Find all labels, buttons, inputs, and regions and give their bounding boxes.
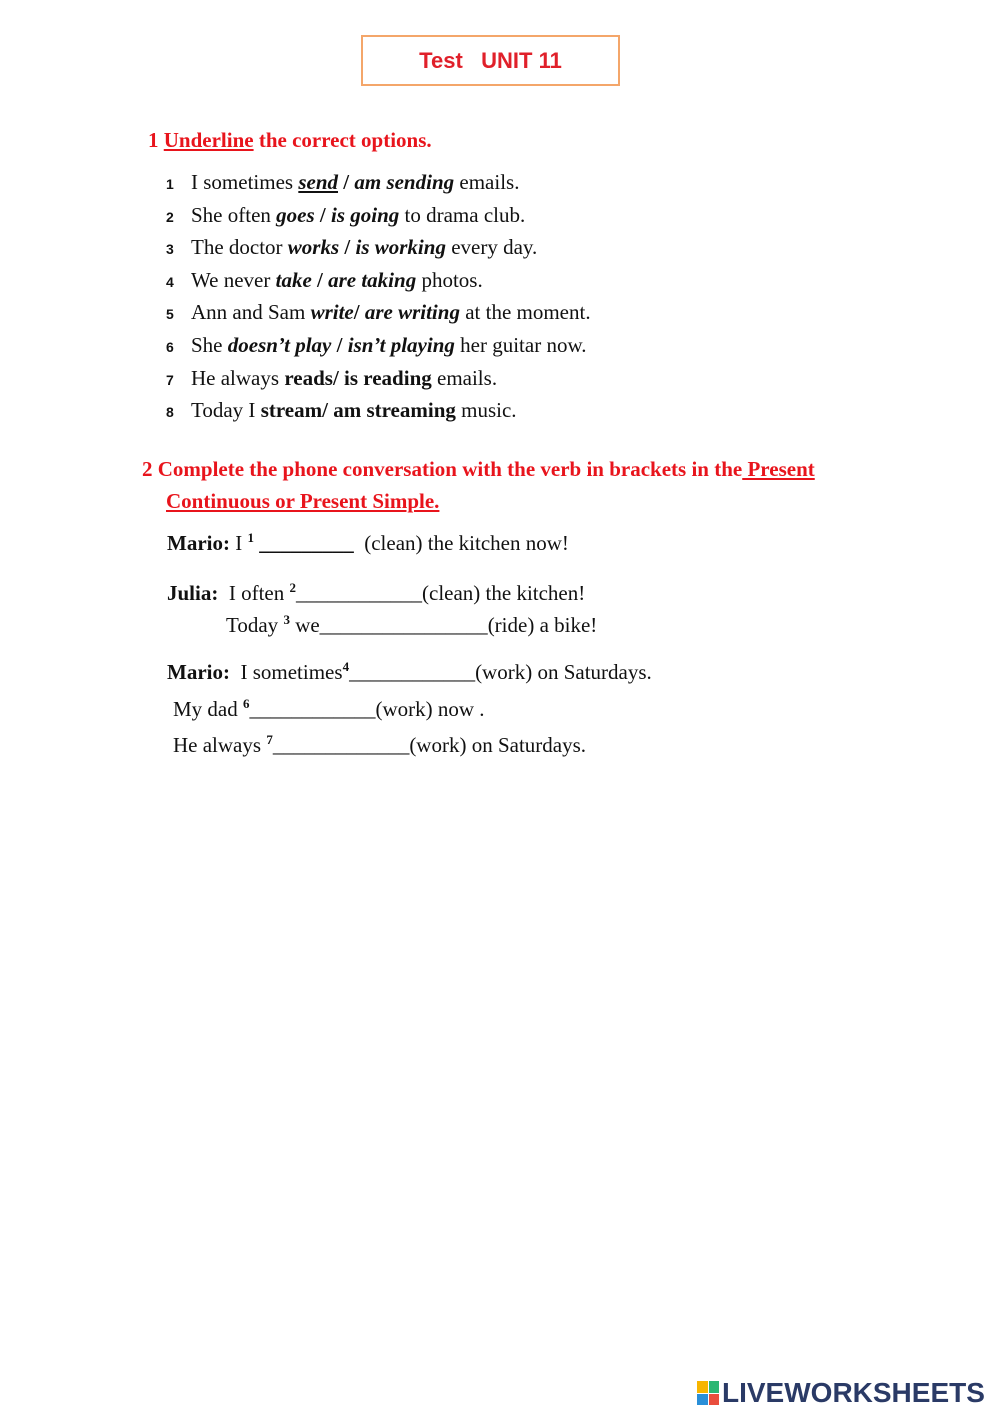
answer-blank-4[interactable]: ____________ (349, 660, 476, 684)
title-test: Test (419, 47, 463, 73)
dialogue-line-julia-2: Today $^3$ we________________(ride) a bike! (226, 612, 598, 637)
list-item: 1 I sometimes send / am sending emails. (166, 166, 591, 199)
section1-heading-rest: the correct options. (253, 128, 432, 152)
list-item: 8 Today I stream/ am streaming music. (166, 394, 591, 427)
answer-blank-6[interactable]: ____________ (249, 697, 376, 721)
option-2[interactable]: am sending (354, 170, 455, 194)
item-number: 4 (166, 273, 174, 290)
title-unit: UNIT 11 (481, 47, 562, 73)
option-1[interactable]: stream (260, 398, 323, 423)
dialogue-line-julia-1: Julia: I often $^2$____________(clean) the kitchen! (167, 580, 586, 605)
item-number: 2 (166, 208, 174, 225)
option-1[interactable]: send (298, 170, 339, 194)
option-2[interactable]: is working (355, 235, 446, 260)
answer-blank-2[interactable]: ____________ (296, 581, 422, 605)
item-number: 5 (166, 306, 174, 323)
list-item: 3 The doctor works / is working every day. (166, 231, 591, 264)
section1-number: 1 (148, 128, 159, 152)
option-2[interactable]: is going (331, 202, 400, 227)
answer-blank-7[interactable]: _____________ (272, 733, 410, 757)
item-number: 3 (166, 241, 174, 258)
option-1[interactable]: write (310, 300, 354, 325)
option-1[interactable]: doesn’t play (227, 332, 332, 357)
liveworksheets-footer (697, 1378, 985, 1408)
section2-heading-line1: 2 Complete the phone conversation with the verb in brackets in the Present (142, 457, 815, 481)
list-item: 7 He always reads/ is reading emails. (166, 362, 591, 395)
answer-blank-3[interactable]: we________________ (289, 613, 488, 637)
section1-underline-word: Underline (163, 128, 254, 152)
liveworksheets-brand: LIVEWORKSHEETS (722, 1377, 985, 1408)
liveworksheets-logo-icon (697, 1381, 719, 1405)
option-2[interactable]: isn’t playing (347, 332, 455, 357)
list-item: 5 Ann and Sam write/ are writing at the moment. (166, 296, 591, 329)
option-2[interactable]: are writing (364, 300, 460, 325)
answer-blank-1[interactable]: _________ (253, 531, 354, 555)
section2-heading-line2: Continuous or Present Simple. (166, 489, 440, 513)
dialogue-line-mario-4: He always $^7$_____________(work) on Saturdays. (173, 732, 587, 757)
item-number: 7 (166, 371, 174, 388)
list-item: 2 She often goes / is going to drama club. (166, 199, 591, 232)
item-number: 6 (166, 338, 174, 355)
option-1[interactable]: goes (276, 202, 315, 227)
list-item: 4 We never take / are taking photos. (166, 264, 591, 297)
option-1[interactable]: take (275, 267, 312, 292)
section1-list (166, 166, 591, 427)
title-box (361, 35, 620, 86)
list-item: 6 She doesn’t play / isn’t playing her guitar now. (166, 329, 591, 362)
dialogue-line-mario-3: My dad $^6$____________(work) now . (173, 696, 485, 721)
option-1[interactable]: reads (284, 365, 333, 390)
dialogue-line-mario-2: Mario: I sometimes$^4$____________(work) on Saturdays. (167, 659, 652, 684)
item-number: 1 (166, 176, 174, 192)
option-2[interactable]: is reading (344, 365, 432, 390)
option-1[interactable]: works (287, 235, 340, 260)
item-number: 8 (166, 404, 174, 421)
dialogue-line-mario-1: Mario: I $^1$ _________ (clean) the kitchen now! (167, 530, 569, 555)
option-2[interactable]: am streaming (333, 398, 456, 423)
option-2[interactable]: are taking (328, 267, 417, 292)
section1-heading (148, 128, 432, 153)
